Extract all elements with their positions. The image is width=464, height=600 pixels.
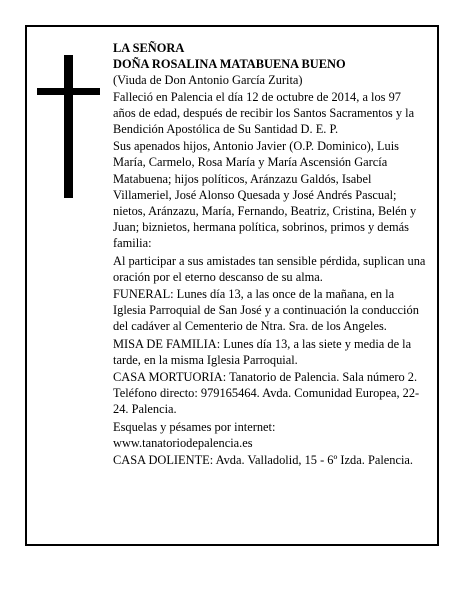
family-mass-paragraph: MISA DE FAMILIA: Lunes día 13, a las siete y media de la tarde, en la misma Iglesia Parroquial. xyxy=(113,336,412,367)
death-paragraph: Falleció en Palencia el día 12 de octubre de 2014, a los 97 años de edad, después de recibir los Santos Sacramentos y la Bendición Apostólica de Su Santidad D. E. P. xyxy=(113,89,415,137)
online-condolences-website: www.tanatoriodepalencia.es xyxy=(113,435,253,450)
cross-horizontal-bar xyxy=(37,88,100,95)
title-line-1: LA SEÑORA xyxy=(113,41,185,55)
prayer-paragraph: Al participar a sus amistades tan sensible pérdida, suplican una oración por el eterno descanso de su alma. xyxy=(113,253,426,284)
cross-icon xyxy=(37,55,100,198)
mourning-home-paragraph: CASA DOLIENTE: Avda. Valladolid, 15 - 6º Izda. Palencia. xyxy=(113,453,414,468)
family-paragraph: Sus apenados hijos, Antonio Javier (O.P. Dominico), Luis María, Carmelo, Rosa María y María Ascensión García Matabuena; hijos políticos, Aránzazu Galdós, Isabel Villameriel, José Alonso Quesada y José Andrés Pascual; nietos, Aránzazu, María, Fernando, Beatriz, Cristina, Belén y Juan; biznietos, hermana política, sobrinos, primos y demás familia: xyxy=(113,139,417,251)
funeral-paragraph: FUNERAL: Lunes día 13, a las once de la mañana, en la Iglesia Parroquial de San José y a continuación la conducción del cadáver al Cementerio de Ntra. Sra. de los Angeles. xyxy=(113,287,419,334)
online-condolences-label: Esquelas y pésames por internet: xyxy=(113,419,276,434)
obituary-text xyxy=(113,40,426,468)
cross-vertical-bar xyxy=(64,55,73,198)
mortuary-paragraph: CASA MORTUORIA: Tanatorio de Palencia. Sala número 2. Teléfono directo: 979165464. Avda. Comunidad Europea, 22-24. Palencia. xyxy=(113,370,420,417)
widow-line: (Viuda de Don Antonio García Zurita) xyxy=(113,73,303,88)
deceased-name: DOÑA ROSALINA MATABUENA BUENO xyxy=(113,57,346,72)
